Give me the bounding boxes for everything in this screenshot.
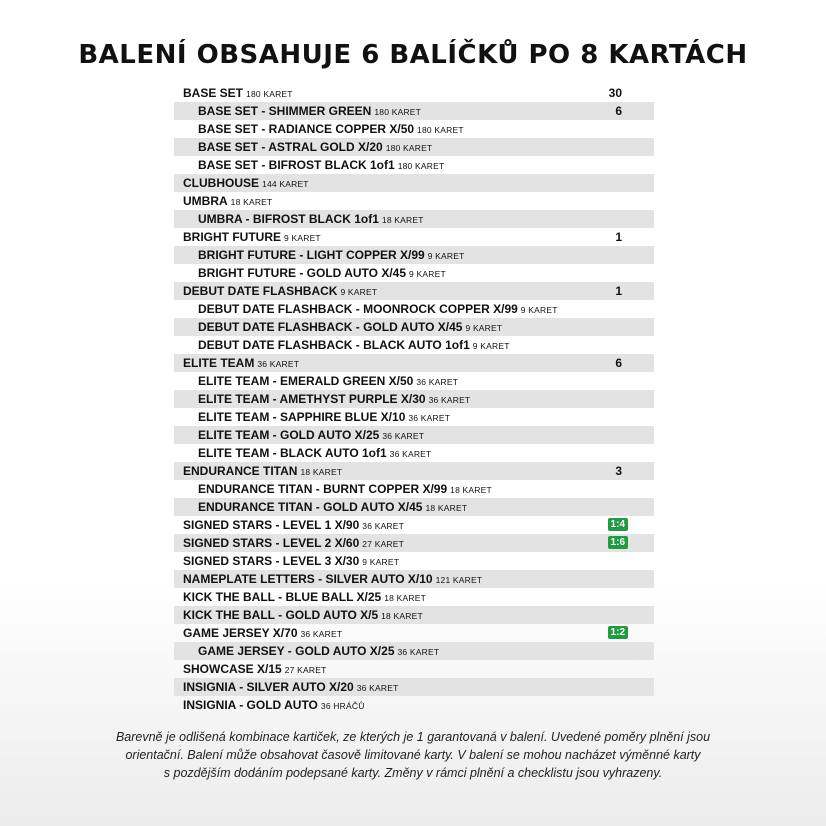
row-name: ELITE TEAM - GOLD AUTO X/25: [198, 428, 380, 442]
row-card-count: 180 KARET: [374, 107, 422, 117]
row-label: [174, 86, 293, 100]
row-name: SHOWCASE X/15: [183, 662, 282, 676]
row-card-count: 36 KARET: [356, 683, 399, 693]
row-label: [174, 176, 309, 190]
row-name: INSIGNIA - GOLD AUTO: [183, 698, 318, 712]
ratio-badge: 1:4: [608, 518, 628, 531]
row-label: [174, 374, 458, 388]
row-name: DEBUT DATE FLASHBACK - MOONROCK COPPER X/99: [198, 302, 518, 316]
row-name: INSIGNIA - SILVER AUTO X/20: [183, 680, 354, 694]
row-card-count: 9 KARET: [284, 233, 321, 243]
row-label: [174, 338, 510, 352]
row-label: [174, 554, 399, 568]
row-card-count: 9 KARET: [362, 557, 400, 567]
row-name: GAME JERSEY - GOLD AUTO X/25: [198, 644, 395, 658]
row-card-count: 180 KARET: [385, 143, 433, 153]
row-name: UMBRA - BIFROST BLACK 1of1: [198, 212, 379, 226]
footer-line-1: Barevně je odlišená kombinace kartiček, ze kterých je 1 garantovaná v balení. Uvedené poměry plnění jsou: [115, 730, 711, 744]
table-row: [174, 318, 654, 336]
table-row: [174, 426, 654, 444]
table-row: [174, 552, 654, 570]
row-card-count: 9 KARET: [409, 269, 446, 279]
table-row: [174, 390, 654, 408]
row-name: BRIGHT FUTURE - LIGHT COPPER X/99: [198, 248, 425, 262]
row-label: [174, 698, 365, 712]
table-row: [174, 660, 654, 678]
row-card-count: 9 KARET: [340, 287, 378, 297]
row-label: [174, 590, 426, 604]
table-row: [174, 516, 654, 534]
table-row: [174, 102, 654, 120]
page-title: BALENÍ OBSAHUJE 6 BALÍČKŮ PO 8 KARTÁCH: [78, 40, 748, 70]
row-label: [174, 518, 404, 532]
table-row: [174, 408, 654, 426]
table-row: [174, 264, 654, 282]
table-row: [174, 480, 654, 498]
table-row: [174, 696, 654, 714]
table-row: [174, 624, 654, 642]
row-card-count: 36 KARET: [300, 629, 343, 639]
row-quantity: 3: [615, 464, 622, 478]
row-name: DEBUT DATE FLASHBACK: [183, 284, 338, 298]
row-label: [174, 500, 467, 514]
row-card-count: 9 KARET: [427, 251, 465, 261]
footer-line-3: s pozdějším dodáním podepsané karty. Změny v rámci plnění a checklistu jsou vyhrazeny.: [163, 766, 663, 780]
row-label: [174, 428, 424, 442]
row-label: [174, 194, 272, 208]
row-label: [174, 626, 342, 640]
row-card-count: 36 KARET: [382, 431, 425, 441]
ratio-badge: 1:2: [608, 626, 628, 639]
row-card-count: 36 KARET: [257, 359, 300, 369]
row-name: ELITE TEAM - EMERALD GREEN X/50: [198, 374, 414, 388]
row-label: [174, 446, 431, 460]
row-quantity: 30: [608, 86, 622, 100]
table-row: [174, 372, 654, 390]
table-row: [174, 120, 654, 138]
row-name: ELITE TEAM - SAPPHIRE BLUE X/10: [198, 410, 406, 424]
row-label: [174, 572, 482, 586]
row-label: [174, 356, 299, 370]
table-row: [174, 138, 654, 156]
row-label: [174, 266, 446, 280]
row-label: [174, 212, 424, 226]
footer-note: [40, 728, 786, 782]
row-name: ENDURANCE TITAN - GOLD AUTO X/45: [198, 500, 423, 514]
row-card-count: 144 KARET: [262, 179, 309, 189]
table-row: [174, 462, 654, 480]
table-row: [174, 570, 654, 588]
table-row: [174, 210, 654, 228]
row-name: NAMEPLATE LETTERS - SILVER AUTO X/10: [183, 572, 433, 586]
row-card-count: 18 KARET: [425, 503, 468, 513]
table-row: [174, 678, 654, 696]
row-name: UMBRA: [183, 194, 228, 208]
row-label: [174, 662, 326, 676]
row-quantity: 6: [615, 104, 622, 118]
checklist-table: [174, 84, 654, 714]
row-label: [174, 680, 398, 694]
row-card-count: 18 KARET: [381, 611, 423, 621]
row-card-count: 36 KARET: [416, 377, 459, 387]
row-quantity: 1: [615, 230, 622, 244]
row-label: [174, 158, 444, 172]
row-card-count: 18 KARET: [384, 593, 426, 603]
row-label: [174, 410, 450, 424]
row-name: ENDURANCE TITAN: [183, 464, 298, 478]
row-name: KICK THE BALL - BLUE BALL X/25: [183, 590, 382, 604]
table-row: [174, 354, 654, 372]
row-label: [174, 140, 432, 154]
row-label: [174, 608, 423, 622]
row-card-count: 180 KARET: [246, 89, 293, 99]
row-card-count: 18 KARET: [381, 215, 424, 225]
row-label: [174, 122, 464, 136]
table-row: [174, 642, 654, 660]
row-name: BASE SET: [183, 86, 244, 100]
ratio-badge: 1:6: [608, 536, 628, 549]
row-name: SIGNED STARS - LEVEL 2 X/60: [183, 536, 360, 550]
row-label: [174, 248, 465, 262]
row-name: BASE SET - RADIANCE COPPER X/50: [198, 122, 415, 136]
table-row: [174, 606, 654, 624]
table-row: [174, 228, 654, 246]
table-row: [174, 156, 654, 174]
table-row: [174, 282, 654, 300]
row-name: BRIGHT FUTURE - GOLD AUTO X/45: [198, 266, 407, 280]
row-name: BASE SET - BIFROST BLACK 1of1: [198, 158, 395, 172]
row-label: [174, 302, 558, 316]
row-name: SIGNED STARS - LEVEL 3 X/30: [183, 554, 360, 568]
row-card-count: 36 KARET: [408, 413, 451, 423]
row-name: BASE SET - SHIMMER GREEN: [198, 104, 372, 118]
row-name: KICK THE BALL - GOLD AUTO X/5: [183, 608, 379, 622]
row-card-count: 36 KARET: [397, 647, 440, 657]
row-card-count: 27 KARET: [362, 539, 405, 549]
table-row: [174, 534, 654, 552]
row-card-count: 36 KARET: [362, 521, 405, 531]
row-label: [174, 464, 342, 478]
row-name: BASE SET - ASTRAL GOLD X/20: [198, 140, 383, 154]
row-label: [174, 536, 404, 550]
row-card-count: 9 KARET: [520, 305, 558, 315]
row-name: GAME JERSEY X/70: [183, 626, 298, 640]
table-row: [174, 300, 654, 318]
row-name: ELITE TEAM - AMETHYST PURPLE X/30: [198, 392, 426, 406]
row-name: DEBUT DATE FLASHBACK - GOLD AUTO X/45: [198, 320, 463, 334]
row-card-count: 180 KARET: [417, 125, 464, 135]
row-name: BRIGHT FUTURE: [183, 230, 281, 244]
table-row: [174, 84, 654, 102]
row-name: CLUBHOUSE: [183, 176, 260, 190]
table-row: [174, 588, 654, 606]
row-quantity: 6: [615, 356, 622, 370]
row-card-count: 9 KARET: [465, 323, 503, 333]
row-card-count: 18 KARET: [230, 197, 273, 207]
row-card-count: 36 HRÁČŮ: [320, 701, 365, 711]
row-card-count: 36 KARET: [389, 449, 432, 459]
row-card-count: 121 KARET: [435, 575, 483, 585]
table-row: [174, 444, 654, 462]
row-label: [174, 644, 439, 658]
footer-line-2: orientační. Balení může obsahovat časově limitované karty. V balení se mohou nacházet výměnné karty: [125, 748, 701, 762]
row-name: ELITE TEAM: [183, 356, 255, 370]
row-card-count: 9 KARET: [472, 341, 510, 351]
row-label: [174, 230, 321, 244]
row-card-count: 27 KARET: [284, 665, 327, 675]
table-row: [174, 498, 654, 516]
row-label: [174, 320, 502, 334]
row-name: DEBUT DATE FLASHBACK - BLACK AUTO 1of1: [198, 338, 470, 352]
row-name: ELITE TEAM - BLACK AUTO 1of1: [198, 446, 387, 460]
row-label: [174, 104, 421, 118]
row-label: [174, 284, 377, 298]
row-card-count: 18 KARET: [300, 467, 343, 477]
row-card-count: 36 KARET: [428, 395, 471, 405]
table-row: [174, 336, 654, 354]
row-quantity: 1: [615, 284, 622, 298]
row-card-count: 18 KARET: [450, 485, 492, 495]
row-card-count: 180 KARET: [397, 161, 445, 171]
table-row: [174, 246, 654, 264]
row-label: [174, 392, 470, 406]
table-row: [174, 192, 654, 210]
row-name: SIGNED STARS - LEVEL 1 X/90: [183, 518, 360, 532]
row-name: ENDURANCE TITAN - BURNT COPPER X/99: [198, 482, 448, 496]
row-label: [174, 482, 492, 496]
table-row: [174, 174, 654, 192]
